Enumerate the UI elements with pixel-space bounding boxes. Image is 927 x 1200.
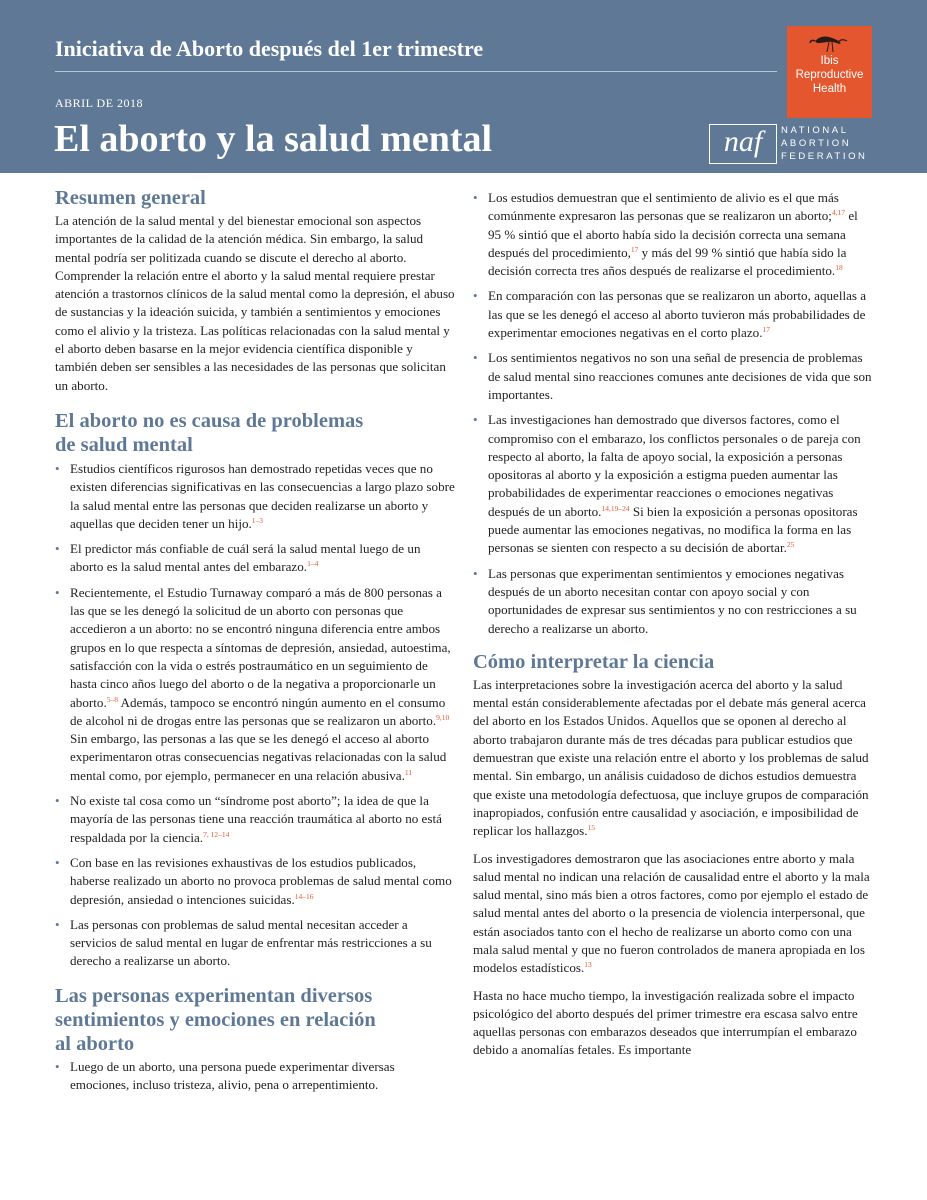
bullet-icon: •	[473, 190, 478, 205]
citation: 17	[630, 244, 639, 254]
citation: 15	[587, 823, 596, 833]
citation: 14,19–24	[601, 503, 630, 513]
citation: 9,10	[436, 712, 450, 722]
citation: 1–3	[251, 515, 264, 525]
bullet-icon: •	[55, 793, 60, 809]
left-column	[55, 186, 455, 1094]
citation: 25	[786, 540, 795, 550]
ibis-logo	[787, 26, 872, 118]
resumen-heading: Resumen general	[55, 187, 206, 209]
ciencia-heading: Cómo interpretar la ciencia	[473, 650, 715, 673]
bullet-icon: •	[473, 412, 478, 428]
bullet-icon: •	[55, 541, 60, 557]
ciencia-paragraph-2: Los investigadores demostraron que las asociaciones entre aborto y mala salud mental no indican una relación de causalidad entre el aborto y la mala salud mental, sino más bien a otros factores, como por ejemplo el estado de salud mental antes del aborto o la presencia de violencia interpersonal, que están asociados tanto con el hecho de realizarse un aborto como con una mala salud mental y que no fueron controlados de manera apropiada en los modelos estadísticos.$^{13}$	[473, 850, 870, 976]
bullet-icon: •	[55, 916, 60, 932]
sentimientos-heading-line-2: sentimientos y emociones en relación	[55, 1008, 376, 1031]
naf-line-3: FEDERATION	[781, 151, 868, 162]
list-item: • Estudios científicos rigurosos han demostrado repetidas veces que no existen diferencias significativas en las consecuencias a largo plazo sobre la salud mental entre las personas que deciden realizarse un aborto y aquellas que deciden tener un hijo.$^{1-3}$	[55, 460, 455, 531]
ciencia-paragraph-3: Hasta no hace mucho tiempo, la investigación realizada sobre el impacto psicológico del aborto después del primer trimestre era escasa salvo entre aquellas personas con embarazos deseados que interrumpían el embarazo debido a anomalías fetales. Es importante	[473, 987, 858, 1058]
bullet-icon: •	[473, 350, 478, 366]
bullet-icon: •	[473, 288, 478, 304]
list-item: • Las personas con problemas de salud mental necesitan acceder a servicios de salud mental en lugar de enfrentar más restricciones a su derecho a realizarse un aborto.	[55, 916, 432, 969]
list-item: • Con base en las revisiones exhaustivas de los estudios publicados, haberse realizado un aborto no provoca problemas de salud mental como depresión, ansiedad o intenciones suicidas.$^{14-16}$	[55, 854, 452, 907]
ciencia-paragraph-1: Las interpretaciones sobre la investigación acerca del aborto y la salud mental están considerablemente afectadas por el debate más general acerca del aborto en los Estados Unidos. Aquellos que se oponen al derecho al aborto trabajaron durante más de tres décadas para publicar estudios que demuestran que existe una relación entre el aborto y los problemas de salud mental. Sin embargo, un análisis cuidadoso de dichos estudios demuestra que existe una metodología defectuosa, que incluye grupos de comparación inapropiados, confusión entre causalidad y asociación, e imposibilidad de replicar los hallazgos.$^{15}$	[473, 676, 869, 839]
sentimientos-heading-line-3: al aborto	[55, 1032, 135, 1055]
list-item: • Las personas que experimentan sentimientos y emociones negativas después de un aborto necesitan contar con apoyo social y con oportunidades de expresar sus sentimientos y no con restricciones a su derecho a realizarse un aborto.	[473, 565, 857, 636]
header-divider	[55, 71, 777, 72]
list-item: • En comparación con las personas que se realizaron un aborto, aquellas a las que se les denegó el acceso al aborto tuvieron más probabilidades de experimentar emociones negativas en el corto plazo.$^{17}$	[473, 288, 867, 341]
ibis-line-2: Reproductive	[795, 69, 864, 81]
header-banner	[0, 0, 927, 173]
naf-line-1: NATIONAL	[781, 125, 849, 136]
publication-date: ABRIL DE 2018	[55, 96, 144, 110]
bullet-icon: •	[55, 584, 60, 600]
list-item: • Luego de un aborto, una persona puede experimentar diversas emociones, incluso tristeza, alivio, pena o arrepentimiento.	[55, 1058, 395, 1092]
sentimientos-heading	[55, 984, 455, 1056]
citation: 11	[404, 767, 413, 777]
series-title: Iniciativa de Aborto después del 1er trimestre	[55, 36, 484, 61]
page-title: El aborto y la salud mental	[54, 118, 493, 160]
list-item: • Recientemente, el Estudio Turnaway comparó a más de 800 personas a las que se les denegó la solicitud de un aborto con personas que accedieron a un aborto: no se encontró ninguna diferencia entre ambos grupos en lo que respecta a síntomas de depresión, ansiedad, autoestima, satisfacción con la vida o estrés postraumático en un seguimiento de hasta cinco años luego del aborto o de la negativa a proporcionarle un aborto.$^{5-8}$ Además, tampoco se encontró ningún aumento en el consumo de alcohol ni de drogas entre las personas que se realizaron un aborto.$^{9,10}$ Sin embargo, las personas a las que se les denegó el acceso al aborto experimentaron otras consecuencias negativas relacionadas con la salud mental como, por ejemplo, permanecer en una relación abusiva.$^{11}$	[55, 584, 451, 783]
naf-wordmark	[781, 124, 868, 163]
citation: 13	[584, 960, 592, 970]
causa-heading-line-2: de salud mental	[55, 433, 193, 456]
sentimientos-list-start	[55, 1058, 455, 1095]
list-item: • Las investigaciones han demostrado que diversos factores, como el compromiso con el embarazo, los conflictos personales o de pareja con respecto al aborto, la falta de apoyo social, la exposición a personas opositoras al aborto y la exposición a estigma pueden aumentar las probabilidades de experimentar reacciones o emociones negativas después de un aborto.$^{14,19-24}$ Si bien la exposición a personas opositoras puede aumentar las emociones negativas, no modifica la forma en las personas se sienten con respecto a su decisión de abortar.$^{25}$	[473, 412, 861, 556]
bullet-icon: •	[55, 854, 60, 870]
ibis-bird-icon	[809, 29, 851, 53]
causa-list	[55, 460, 455, 971]
resumen-body: La atención de la salud mental y del bienestar emocional son aspectos importantes de la calidad de la atención médica. Sin embargo, la salud mental podría ser politizada cuando se discute el derecho al aborto. Comprender la relación entre el aborto y la salud mental requiere prestar atención a trastornos clínicos de la salud mental como la depresión, el abuso de sustancias y la ideación suicida, y también a sentimientos y emociones como el alivio y la tristeza. Las políticas relacionadas con la salud mental y el aborto deben basarse en la mejor evidencia científica disponible y también deben ser sensibles a las necesidades de las personas que solicitan un aborto.	[55, 213, 455, 393]
naf-logo: naf	[709, 124, 777, 164]
citation: 17	[762, 325, 770, 335]
bullet-icon: •	[473, 565, 478, 581]
causa-heading	[55, 409, 455, 457]
sentimientos-heading-line-1: Las personas experimentan diversos	[55, 984, 373, 1007]
list-item: • No existe tal cosa como un “síndrome post aborto”; la idea de que la mayoría de las personas tiene una reacción traumática al aborto no está respaldada por la ciencia.$^{7, 12-14}$	[55, 793, 442, 845]
citation: 1–4	[307, 559, 319, 569]
list-item: • Los estudios demuestran que el sentimiento de alivio es el que más comúnmente expresaron las personas que se realizaron un aborto;$^{4,17}$ el 95 % sintió que el aborto había sido la decisión correcta una semana después del procedimiento,$^{17}$ y más del 99 % sintió que había sido la decisión correcta tres años después de realizarse el procedimiento.$^{18}$	[473, 190, 858, 279]
citation: 14–16	[294, 891, 314, 901]
citation: 5–8	[106, 694, 118, 704]
list-item: • El predictor más confiable de cuál será la salud mental luego de un aborto es la salud mental antes del embarazo.$^{1-4}$	[55, 541, 421, 575]
causa-heading-line-1: El aborto no es causa de problemas	[55, 409, 364, 432]
right-column	[473, 189, 873, 1060]
list-item: • Los sentimientos negativos no son una señal de presencia de problemas de salud mental sino reacciones comunes ante decisiones de vida que son importantes.	[473, 350, 872, 402]
ibis-line-1: Ibis	[820, 55, 839, 67]
naf-line-2: ABORTION	[781, 138, 852, 149]
bullet-icon: •	[55, 460, 60, 476]
bullet-icon: •	[55, 1058, 60, 1074]
citation: 18	[835, 263, 843, 273]
citation: 4,17	[831, 208, 846, 218]
citation: 7, 12–14	[203, 829, 230, 839]
ibis-line-3: Health	[812, 83, 847, 95]
sentimientos-list-continued	[473, 189, 873, 638]
